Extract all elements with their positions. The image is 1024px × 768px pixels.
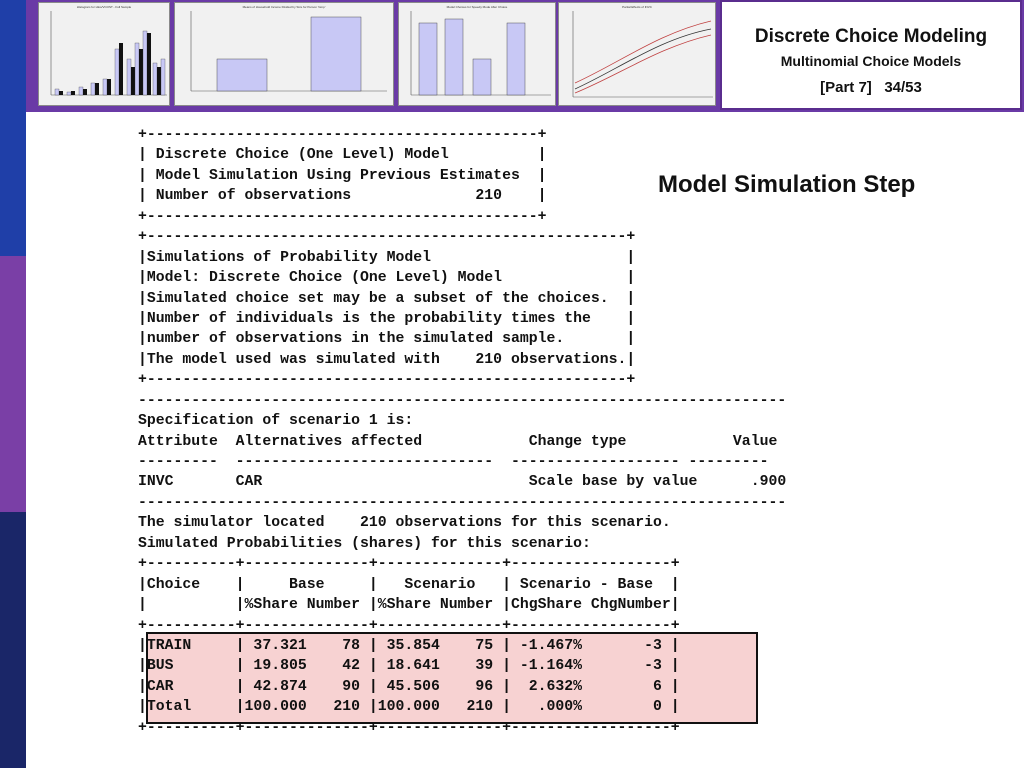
- left-color-strip: [0, 0, 26, 768]
- scenario-rule-2: -------------------------------------------------------------------------: [138, 494, 787, 511]
- strip-segment-top: [0, 0, 26, 256]
- results-row-car: |CAR | 42.874 90 | 45.506 96 | 2.632% 6 |: [138, 678, 680, 695]
- thumbnail-title: Model Choices for Speedy Mode After Choice: [446, 5, 508, 9]
- thumbnail-title: Partial Effects of INVC: [622, 5, 652, 9]
- results-border-bottom: +----------+--------------+--------------+------------------+: [138, 719, 680, 736]
- simulation-output: [138, 125, 786, 738]
- strip-segment-bottom: [0, 512, 26, 768]
- box2-line: |Simulations of Probability Model |: [138, 249, 636, 266]
- thumbnail-histogram: [38, 2, 170, 106]
- box2-line: |Simulated choice set may be a subset of the choices. |: [138, 290, 636, 307]
- box2-line: |Number of individuals is the probability times the |: [138, 310, 636, 327]
- scenario-located-line: The simulator located 210 observations for this scenario.: [138, 515, 671, 532]
- box2-line: +------------------------------------------------------+: [138, 229, 636, 246]
- slide-title: Discrete Choice Modeling: [754, 26, 988, 47]
- thumbnail-partial-effects-chart: [558, 2, 716, 106]
- results-header-1: |Choice | Base | Scenario | Scenario - Base |: [138, 576, 680, 593]
- results-border-top: +----------+--------------+--------------+------------------+: [138, 556, 680, 573]
- box1-line: | Model Simulation Using Previous Estimates |: [138, 167, 547, 184]
- results-row-train: |TRAIN | 37.321 78 | 35.854 75 | -1.467% -3 |: [138, 637, 680, 654]
- results-row-bus: |BUS | 19.805 42 | 18.641 39 | -1.164% -3 |: [138, 658, 680, 675]
- section-heading: Model Simulation Step: [658, 171, 916, 198]
- scenario-spec-line: Specification of scenario 1 is:: [138, 413, 414, 430]
- thumbnail-title: Means of Household Income Divided by Size for Person 'Gmp': [242, 5, 326, 9]
- slide-part-page: [722, 79, 1020, 96]
- box1-line: | Number of observations 210 |: [138, 188, 547, 205]
- results-row-total: |Total |100.000 210 |100.000 210 | .000% 0 |: [138, 699, 680, 716]
- box2-line: |number of observations in the simulated sample. |: [138, 331, 636, 348]
- scenario-dash-line: --------- ----------------------------- ------------------- ---------: [138, 454, 769, 470]
- scenario-header-line: Attribute Alternatives affected Change type Value: [138, 433, 778, 450]
- box2-line: |The model used was simulated with 210 observations.|: [138, 351, 636, 368]
- strip-segment-middle: [0, 256, 26, 512]
- header-band: [26, 0, 1024, 112]
- results-header-2: | |%Share Number |%Share Number |ChgShare ChgNumber|: [138, 597, 680, 614]
- scenario-rule: -------------------------------------------------------------------------: [138, 392, 787, 409]
- scenario-probs-line: Simulated Probabilities (shares) for this scenario:: [138, 535, 591, 552]
- page-number: 34/53: [884, 79, 922, 96]
- box2-line: |Model: Discrete Choice (One Level) Model |: [138, 270, 636, 287]
- results-border-mid: +----------+--------------+--------------+------------------+: [138, 617, 680, 634]
- histogram-thumbnail-image: [39, 3, 171, 107]
- box1-line: +--------------------------------------------+: [138, 208, 547, 225]
- box2-line: +------------------------------------------------------+: [138, 372, 636, 389]
- scenario-row-line: INVC CAR Scale base by value .900: [138, 474, 787, 491]
- box1-line: | Discrete Choice (One Level) Model |: [138, 147, 547, 164]
- part-label: [Part 7]: [820, 79, 872, 96]
- slide-subtitle: Multinomial Choice Models: [780, 53, 962, 69]
- slide-title-box: [720, 0, 1022, 110]
- thumbnail-title: Histogram for Hlos/VCOST - Full Sample: [76, 5, 132, 9]
- thumbnail-mode-choices-chart: [398, 2, 556, 106]
- means-thumbnail-image: [175, 3, 395, 107]
- box1-line: +--------------------------------------------+: [138, 127, 547, 143]
- mode-choices-thumbnail-image: [399, 3, 557, 107]
- thumbnail-means-chart: [174, 2, 394, 106]
- partial-effects-thumbnail-image: [559, 3, 717, 107]
